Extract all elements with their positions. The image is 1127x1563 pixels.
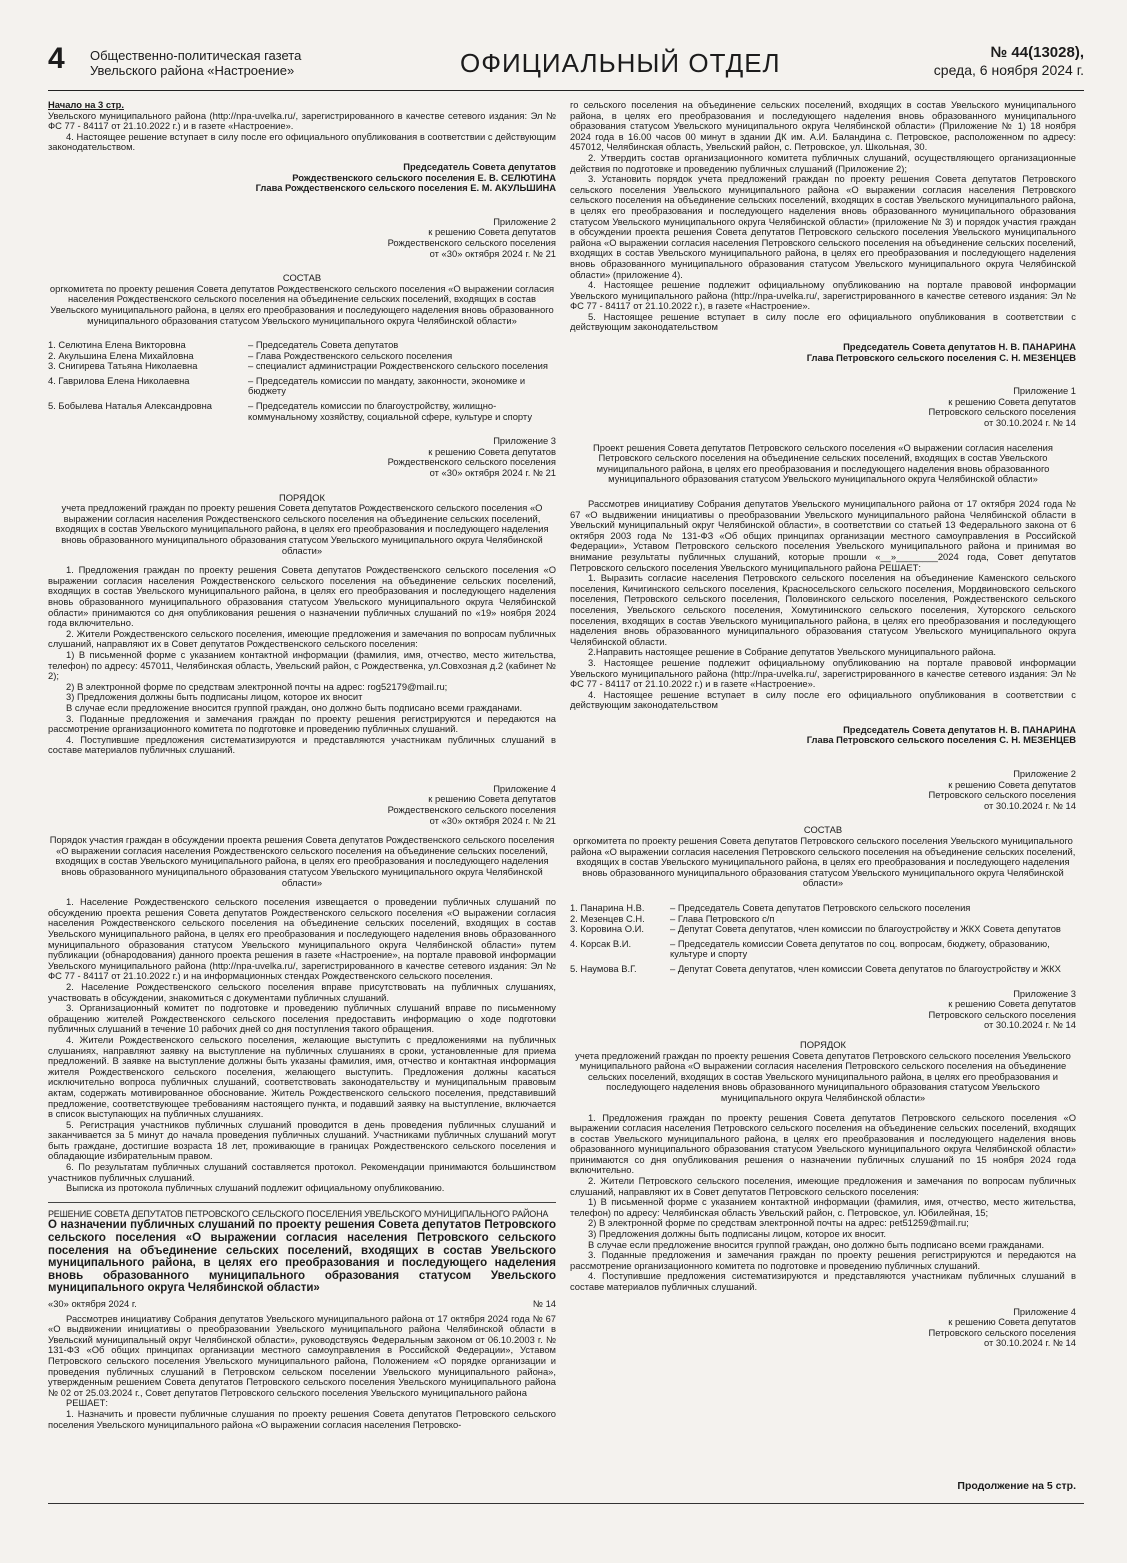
- appendix-ref: от 30.10.2024 г. № 14: [983, 417, 1076, 429]
- paragraph: 3. Поданные предложения и замечания граждан по проекту решения регистрируются и передаются на рассмотрение организационного комитета по подготовке и проведению публичных слушаний.: [48, 712, 556, 735]
- appendix-ref: от 30.10.2024 г. № 14: [983, 799, 1076, 811]
- appendix-ref: к решению Совета депутатов: [428, 226, 556, 238]
- paragraph: РЕШАЕТ:: [66, 1397, 108, 1409]
- decision-dateline: [48, 1299, 556, 1310]
- appendix-ref: Петровского сельского поселения: [928, 406, 1076, 418]
- right-column: [570, 100, 1076, 1349]
- section-heading: СОСТАВ: [282, 272, 322, 284]
- section-heading: СОСТАВ: [803, 824, 843, 836]
- appendix-ref: Петровского сельского поселения: [928, 1326, 1076, 1338]
- appendix-ref: Рождественского сельского поселения: [387, 456, 556, 468]
- section-subheading: учета предложений граждан по проекту решения Совета депутатов Рождественского сельского поселения «О выражении согласия населения Рождественского сельского поселения на объединение сельских поселений, входящих в состав Увельского муниципального района, в целях его преобразования и последующего наделения вновь образованного муниципального образования статусом Увельского муниципального округа Челябинской области»: [55, 502, 549, 556]
- appendix-ref: Приложение 3: [1013, 987, 1076, 999]
- appendix-ref: Приложение 4: [493, 782, 556, 794]
- paragraph: 3) Предложения должны быть подписаны лицом, которое их вносит.: [588, 1228, 886, 1240]
- paragraph: 1) В письменной форме с указанием контактной информации (фамилия, имя, отчество, место жительства, телефон) по адресу: Челябинская область Увельский район, с. Петровское, ул. Юбилейная, 15;: [570, 1196, 1076, 1218]
- section-subheading: оргкомитета по проекту решения Совета депутатов Рождественского сельского поселения «О выражении согласия населения Рождественского сельского поселения на объединение сельских поселений, входящих в состав Увельского муниципального района, в целях его преобразования и последующего наделения вновь образованного муниципального образования статусом Увельского муниципального округа Челябинской области»: [49, 282, 555, 326]
- paragraph: 2. Утвердить состав организационного комитета публичных слушаний, осуществляющего организационные действия по подготовке и проведению публичных слушаний (Приложение 2);: [570, 151, 1076, 174]
- member-role: – Председатель Совета депутатов Петровского сельского поселения: [670, 902, 971, 913]
- paragraph: 1. Население Рождественского сельского поселения извещается о проведении публичных слушаний по обсуждению проекта решения Совета депутатов Рождественского сельского поселения «О выражении согласия населения Рождественского сельского поселения на объединение сельских поселений, входящих в состав Увельского муниципального района, в целях его преобразования и последующего наделения вновь образованного муниципального образования статусом Увельского муниципального округа Челябинской области» путем публикации (обнародования) данного проекта решения в газете «Настроение», на портале правовой информации Увельского муниципального района (http://npa-uvelka.ru/, зарегистрированного в качестве сетевого издания: Эл № ФС 77 - 84117 от 21.10.2022 г.) и на информационных стендах Рождественского сельского поселения.: [48, 896, 556, 982]
- continued-on-link: Продолжение на 5 стр.: [957, 1480, 1076, 1492]
- member-row: [570, 924, 1076, 935]
- appendix-ref: Приложение 2: [1013, 768, 1076, 780]
- appendix-ref: к решению Совета депутатов: [948, 998, 1076, 1010]
- paragraph: В случае если предложение вносится группой граждан, оно должно быть подписано всеми гражданами.: [66, 701, 523, 713]
- paper-name-line2: Увельского района «Настроение»: [90, 63, 295, 78]
- member-name: 4. Гаврилова Елена Николаевна: [48, 374, 190, 386]
- paragraph: 3. Поданные предложения и замечания граждан по проекту решения регистрируются и передаются на рассмотрение организационного комитета по подготовке и проведению публичных слушаний.: [570, 1249, 1076, 1271]
- appendix-ref: от «30» октября 2024 г. № 21: [429, 247, 556, 259]
- paragraph: Выписка из протокола публичных слушаний подлежит официальному опубликованию.: [66, 1182, 445, 1194]
- appendix-ref: Петровского сельского поселения: [928, 1008, 1076, 1020]
- member-row: [48, 401, 556, 422]
- paragraph: 2. Жители Рождественского сельского поселения, имеющие предложения и замечания по вопросам публичных слушаний, направляют их в Совет депутатов Рождественского сельского поселения:: [48, 627, 556, 650]
- member-role: – Депутат Совета депутатов, член комиссии Совета депутатов по благоустройству и ЖКХ: [670, 962, 1061, 974]
- member-name: 2. Акульшина Елена Михайловна: [48, 349, 194, 361]
- member-role: – Глава Петровского с/п: [670, 912, 775, 924]
- paragraph: 3) Предложения должны быть подписаны лицом, которое их вносит: [66, 691, 363, 703]
- paragraph: 1. Выразить согласие населения Петровского сельского поселения на объединение Каменского сельского поселения, Кичигинского сельского поселения, Красносельского сельского поселения, Мордвиновского сельского поселения, Петровского сельского поселения, Половинского сельского поселения, Рождественского сельского поселения, Увельского сельского поселения, Хомутининского сельского поселения, Хуторского сельского поселения, входящих в состав Увельского муниципального района, в целях его преобразования и последующего наделения вновь образованного муниципального образования статусом Увельского муниципального округа Челябинской области.: [570, 572, 1076, 647]
- section-heading: ПОРЯДОК: [279, 491, 325, 503]
- paragraph: 4. Настоящее решение вступает в силу после его официального опубликования в соответствии с действующим законодательством.: [48, 130, 556, 153]
- page-header: [48, 42, 1084, 91]
- paragraph: 4. Настоящее решение подлежит официальному опубликованию на портале правовой информации Увельского муниципального района (http://npa-uvelka.ru/, зарегистрированного в качестве сетевого издания: Эл № ФС 77 - 84117 от 21.10.2022 г.), в газете «Настроение».: [570, 279, 1076, 312]
- signature: Председатель Совета депутатов: [403, 160, 556, 172]
- member-role: – Председатель комиссии по мандату, законности, экономике и бюджету: [248, 374, 526, 397]
- member-name: 5. Наумова В.Г.: [570, 962, 637, 974]
- appendix-ref: Рождественского сельского поселения: [387, 804, 556, 816]
- paragraph: 4. Настоящее решение вступает в силу после его официального опубликования в соответствии с действующим законодательством: [570, 688, 1076, 711]
- appendix-ref: Приложение 3: [493, 435, 556, 447]
- member-name: 3. Снигирева Татьяна Николаевна: [48, 360, 198, 372]
- paragraph: 4. Поступившие предложения систематизируются и представляются участникам публичных слушаний в составе материалов публичных слушаний.: [570, 1270, 1076, 1292]
- page-number: 4: [48, 42, 65, 75]
- member-name: 1. Селютина Елена Викторовна: [48, 339, 186, 351]
- section-subheading: Проект решения Совета депутатов Петровского сельского поселения «О выражении согласия населения Петровского сельского поселения на объединение сельских поселений, входящих в состав Увельского муниципального района, в целях его преобразования и последующего наделения вновь образованного муниципального образования статусом Увельского муниципального округа Челябинской области»: [593, 441, 1053, 485]
- article-kicker: РЕШЕНИЕ СОВЕТА ДЕПУТАТОВ ПЕТРОВСКОГО СЕЛЬСКОГО ПОСЕЛЕНИЯ УВЕЛЬСКОГО МУНИЦИПАЛЬНОГО РАЙОНА: [48, 1208, 549, 1219]
- member-row: [570, 903, 1076, 914]
- signature: Глава Петровского сельского поселения С. Н. МЕЗЕНЦЕВ: [806, 351, 1076, 363]
- member-role: – Глава Рождественского сельского поселения: [248, 349, 453, 361]
- member-name: 2. Мезенцев С.Н.: [570, 912, 645, 924]
- paragraph: 3. Настоящее решение подлежит официальному опубликованию на портале правовой информации Увельского муниципального района (http://npa-uvelka.ru/, зарегистрированного в качестве сетевого издания: Эл № ФС 77 - 84117 от 21.10.2022 г.) и в газете «Настроение».: [570, 656, 1076, 690]
- member-row: [570, 964, 1076, 975]
- issue-date: среда, 6 ноября 2024 г.: [933, 62, 1084, 78]
- paragraph: 6. По результатам публичных слушаний составляется протокол. Рекомендации принимаются большинством участников публичных слушаний.: [48, 1161, 556, 1183]
- footer-rule: [48, 1503, 1084, 1504]
- paragraph: В случае если предложение вносится группой граждан, оно должно быть подписано всеми гражданами.: [588, 1238, 1045, 1250]
- section-subheading: оргкомитета по проекту решения Совета депутатов Петровского сельского поселения Увельского муниципального района «О выражении согласия населения Петровского сельского поселения на объединение сельских поселений, входящих в состав Увельского муниципального района, в целях его преобразования и последующего наделения вновь образованного муниципального образования статусом Увельского муниципального округа Челябинской области»: [570, 835, 1076, 889]
- signature: Глава Рождественского сельского поселения Е. М. АКУЛЬШИНА: [255, 182, 556, 194]
- member-name: 1. Панарина Н.В.: [570, 902, 645, 913]
- paragraph: 3. Организационный комитет по подготовке и проведению публичных слушаний вправе по письменному обращению жителей Рождественского сельского поселения предоставить информацию о ходе подготовки публичных слушаний в течение 10 рабочих дней со дня поступления такого обращения.: [48, 1002, 556, 1035]
- member-name: 4. Корсак В.И.: [570, 937, 632, 949]
- member-role: – Депутат Совета депутатов, член комиссии по благоустройству и ЖКХ Совета депутатов: [670, 923, 1061, 935]
- member-role: – специалист администрации Рождественского сельского поселения: [248, 360, 548, 372]
- signature: Глава Петровского сельского поселения С. Н. МЕЗЕНЦЕВ: [806, 734, 1076, 746]
- continued-from: Начало на 3 стр.: [48, 99, 125, 110]
- member-role: – Председатель комиссии по благоустройству, жилищно-коммунальному хозяйству, социальной сфере, культуре и спорту: [248, 400, 533, 422]
- paragraph: 1. Предложения граждан по проекту решения Совета депутатов Рождественского сельского поселения «О выражении согласия населения Рождественского сельского поселения на объединение сельских поселений, входящих в состав Увельского муниципального района, в целях его преобразования и последующего наделения вновь образованного муниципального образования статусом Увельского муниципального округа Челябинской области» принимаются со дня опубликования решения о назначении публичных слушаний по «19» ноября 2024 года включительно.: [48, 564, 556, 629]
- paragraph: 3. Установить порядок учета предложений граждан по проекту решения Совета депутатов Петровского сельского поселения Увельского муниципального района «О выражении согласия населения Петровского сельского поселения на объединение сельских поселений, входящих в состав Увельского муниципального района, в целях его преобразования и последующего наделения вновь образованного муниципального образования статусом Увельского муниципального округа Челябинской области» (приложение № 3) и порядок участия граждан в обсуждении проекта решения Совета депутатов Петровского сельского поселения Увельского муниципального района «О выражении согласия населения Петровского сельского поселения на объединение сельских поселений, входящих в состав Увельского муниципального района, в целях его преобразования и последующего наделения вновь образованного муниципального образования статусом Увельского муниципального округа Челябинской области» (приложение 4).: [570, 173, 1076, 280]
- section-title: ОФИЦИАЛЬНЫЙ ОТДЕЛ: [460, 48, 781, 78]
- section-heading: ПОРЯДОК: [800, 1038, 846, 1050]
- appendix-ref: Рождественского сельского поселения: [387, 236, 556, 248]
- appendix-ref: к решению Совета депутатов: [948, 1316, 1076, 1328]
- appendix-ref: Приложение 1: [1013, 385, 1076, 397]
- signature: Председатель Совета депутатов Н. В. ПАНАРИНА: [843, 723, 1076, 735]
- issue-number: № 44(13028),: [990, 44, 1084, 61]
- paragraph: 5. Настоящее решение вступает в силу после его официального опубликования в соответствии с действующим законодательством: [570, 310, 1076, 333]
- paragraph: Рассмотрев инициативу Собрания депутатов Увельского муниципального района от 17 октября 2024 года № 67 «О выдвижении инициативы о преобразовании Увельского муниципального района Челябинской области в Увельский муниципальный округ Челябинской области», в соответствии со статьей 13 Федерального закона от 6 октября 2003 года № 131-ФЗ «Об общих принципах организации местного самоуправления в Российской Федерации», Уставом Петровского сельского поселения Увельского муниципального района и принимая во внимание результаты публичных слушаний, которые прошли «__»________2024 года, Совет депутатов Петровского сельского поселения Увельского муниципального района РЕШАЕТ:: [570, 498, 1076, 573]
- appendix-ref: Петровского сельского поселения: [928, 789, 1076, 801]
- appendix-ref: Приложение 4: [1013, 1305, 1076, 1317]
- paragraph: 2.Направить настоящее решение в Собрание депутатов Увельского муниципального района.: [588, 646, 997, 658]
- member-role: – Председатель комиссии Совета депутатов по соц. вопросам, бюджету, образованию, культуре и спорту: [670, 937, 1050, 960]
- paragraph: го сельского поселения на объединение сельских поселений, входящих в состав Увельского муниципального района, в целях его преобразования и последующего наделения вновь образованного муниципального образования статусом Увельского муниципального округа Челябинской области» (Приложение № 1) 18 ноября 2024 года в 16.00 часов 00 минут в здании ДК им. А.И. Баландина с. Петровское, расположенном по адресу: 457012, Челябинская область, Увельский район, с. Петровское, ул. Школьная, 30.: [570, 99, 1076, 153]
- signature: Председатель Совета депутатов Н. В. ПАНАРИНА: [843, 341, 1076, 353]
- appendix-ref: от 30.10.2024 г. № 14: [983, 1019, 1076, 1031]
- member-row: [48, 361, 556, 372]
- paragraph: 2. Население Рождественского сельского поселения вправе присутствовать на публичных слушаниях, участвовать в обсуждении, знакомиться с документами публичных слушаний.: [48, 980, 556, 1003]
- paragraph: 1. Назначить и провести публичные слушания по проекту решения Совета депутатов Петровского сельского поселения Увельского муниципального района «О выражении согласия населения Петровско-: [48, 1407, 556, 1430]
- appendix-ref: к решению Совета депутатов: [428, 445, 556, 457]
- paragraph: Рассмотрев инициативу Собрания депутатов Увельского муниципального района от 17 октября 2024 года № 67 «О выдвижении инициативы о преобразовании Увельского муниципального района Челябинской области в Увельский муниципальный округ Челябинской области», руководствуясь Федеральным законом от 06.10.2003 г. № 131-ФЗ «Об общих принципах организации местного самоуправления в Российской Федерации», Уставом Петровского сельского поселения Увельского муниципального района, Положением «О порядке организации и проведения публичных слушаний в Петровском сельском поселении Увельского муниципального района», утвержденным решением Совета депутатов Петровского сельского поселения Увельского муниципального района № 02 от 25.03.2024 г., Совет депутатов Петровского сельского поселения Увельского муниципального района: [48, 1312, 556, 1398]
- section-subheading: Порядок участия граждан в обсуждении проекта решения Совета депутатов Рождественского сельского поселения «О выражении согласия населения Рождественского сельского поселения на объединение сельских поселений, входящих в состав Увельского муниципального района, в целях его преобразования и последующего наделения вновь образованного муниципального образования статусом Увельского муниципального округа Челябинской области»: [49, 834, 555, 888]
- paragraph: 2. Жители Петровского сельского поселения, имеющие предложения и замечания по вопросам публичных слушаний, направляют их в Совет депутатов Петровского сельского поселения:: [570, 1175, 1076, 1197]
- appendix-ref: к решению Совета депутатов: [948, 395, 1076, 407]
- paragraph: 1) В письменной форме с указанием контактной информации (фамилия, имя, отчество, место жительства, телефон) по адресу: 457011, Челябинская область, Увельский район, с Рождественка, ул.Совхозная д.2 (кабинет № 2);: [48, 648, 556, 682]
- paragraph: 2) В электронной форме по средствам электронной почты на адрес: rog52179@mail.ru;: [66, 680, 448, 692]
- article-headline: О назначении публичных слушаний по проекту решения Совета депутатов Петровского сельского поселения «О выражении согласия населения Петровского сельского поселения на объединение сельских поселений, входящих в состав Увельского муниципального района, в целях его преобразования и последующего наделения вновь образованного муниципального образования статусом Увельского муниципального округа Челябинской области»: [48, 1219, 556, 1295]
- member-name: 3. Коровина О.И.: [570, 923, 644, 935]
- paper-name-line1: Общественно-политическая газета: [90, 48, 302, 63]
- appendix-ref: от 30.10.2024 г. № 14: [983, 1337, 1076, 1349]
- appendix-ref: к решению Совета депутатов: [428, 793, 556, 805]
- paragraph: 5. Регистрация участников публичных слушаний проводится в день проведения публичных слушаний и заканчивается за 5 минут до начала проведения публичных слушаний. Участниками публичных слушаний могут быть граждане, достигшие возраста 18 лет, проживающие в границах Рождественского сельского поселения и обладающие избирательным правом.: [48, 1118, 556, 1162]
- intro-text: Увельского муниципального района (http://npa-uvelka.ru/, зарегистрированного в качестве сетевого издания: Эл № ФС 77 - 84117 от 21.10.2022 г.) и в газете «Настроение».: [48, 109, 556, 132]
- divider: [48, 1202, 556, 1203]
- member-row: [570, 939, 1076, 960]
- paragraph: 4. Поступившие предложения систематизируются и представляются участникам публичных слушаний в составе материалов публичных слушаний.: [48, 733, 556, 756]
- member-name: 5. Бобылева Наталья Александровна: [48, 400, 212, 412]
- member-row: [48, 376, 556, 397]
- decision-date: «30» октября 2024 г.: [48, 1298, 137, 1309]
- appendix-ref: Приложение 2: [493, 215, 556, 227]
- paragraph: 4. Жители Рождественского сельского поселения, желающие выступить с предложениями на публичных слушаниях, направляют заявку на выступление на публичных слушаниях в сроки, установленные для приема предложений. В заявке на выступление должны быть указаны фамилия, имя, отчество и контактная информация жителя Рождественского сельского поселения, желающего выступить. Предложения должны касаться исключительно вопроса публичных слушаний, соответствовать законодательству и муниципальным правовым актам, содержать мотивированное обоснование. Житель Рождественского сельского поселения, представивший предложение, соответствующее требованиям настоящего пункта, и подавший заявку на выступление, включается в список выступающих на публичных слушаниях.: [48, 1033, 556, 1120]
- paragraph: 2) В электронной форме по средствам электронной почты на адрес: pet51259@mail.ru;: [588, 1217, 969, 1229]
- paragraph: 1. Предложения граждан по проекту решения Совета депутатов Петровского сельского поселения «О выражении согласия населения Петровского сельского поселения на объединение сельских поселений, входящих в состав Увельского муниципального района, в целях его преобразования и последующего наделения вновь образованного муниципального образования статусом Увельского муниципального округа Челябинской области» принимаются со дня опубликования решения о назначении публичных слушаний по 15 ноября 2024 года включительно.: [570, 1111, 1076, 1176]
- left-column: [48, 100, 556, 1430]
- signature: Рождественского сельского поселения Е. В. СЕЛЮТИНА: [292, 171, 556, 183]
- section-subheading: учета предложений граждан по проекту решения Совета депутатов Петровского сельского поселения Увельского муниципального района «О выражении согласия населения Петровского сельского поселения на объединение сельских поселений, входящих в состав Увельского муниципального района, в целях его преобразования и последующего наделения вновь образованного муниципального образования статусом Увельского муниципального округа Челябинской области»: [575, 1049, 1071, 1103]
- appendix-ref: от «30» октября 2024 г. № 21: [429, 467, 556, 479]
- member-role: – Председатель Совета депутатов: [248, 339, 399, 351]
- paper-name: [90, 48, 301, 78]
- decision-number: № 14: [532, 1298, 556, 1309]
- appendix-ref: от «30» октября 2024 г. № 21: [429, 814, 556, 826]
- appendix-ref: к решению Совета депутатов: [948, 778, 1076, 790]
